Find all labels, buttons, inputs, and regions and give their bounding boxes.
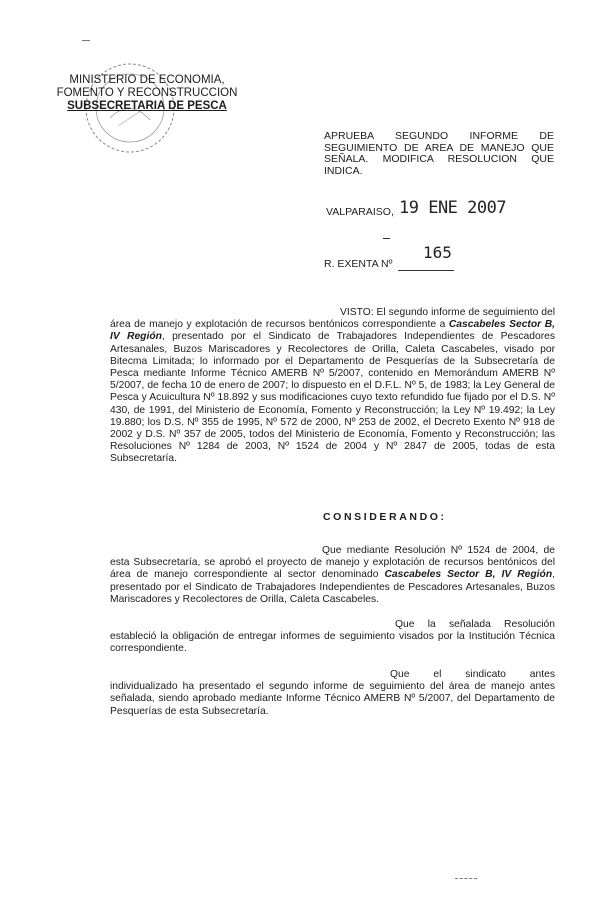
considerando-1-text: Que mediante Resolución Nº 1524 de 2004, de esta Subsecretaría, se aprobó el proyecto de manejo y explotación de recursos bentónicos del área de manejo correspondiente al sector denominado <box>110 545 555 581</box>
resolution-number: 165 <box>423 243 452 262</box>
date-stamp: 19 ENE 2007 <box>399 198 507 218</box>
scan-mark <box>455 878 477 879</box>
dash-mark <box>383 238 390 239</box>
visto-sector: Cascabeles Sector B, IV Región <box>110 319 555 343</box>
resolution-number-underline <box>398 270 454 271</box>
considerando-paragraph-1 <box>110 545 555 606</box>
considerando-paragraph-3: Que el sindicato antes individualizado ha presentado el segundo informe de seguimiento del área de manejo antes señalada, siendo aprobado mediante Informe Técnico AMERB Nº 5/2007, del Departamento de Pesquerías de esta Subsecretaría. <box>110 669 555 717</box>
resolution-label: R. EXENTA Nº <box>324 258 393 270</box>
considerando-1-sector: Cascabeles Sector B, IV Región <box>384 569 553 581</box>
visto-paragraph <box>110 307 555 466</box>
letterhead-ministry-2: FOMENTO Y RECONSTRUCCION <box>56 87 238 99</box>
considerando-heading: CONSIDERANDO: <box>323 511 447 523</box>
letterhead-ministry: MINISTERIO DE ECONOMIA, <box>69 74 225 86</box>
place-label: VALPARAISO, <box>326 206 394 218</box>
visto-text-2: , presentado por el Sindicato de Trabajadores Independientes de Pescadores Artesanales, Buzos Mariscadores y Recolectores de Orilla, Caleta Cascabeles, visado por Bitecma Limitada; lo informado por el Departamento de Pesquerías de la Subsecretaría de Pesca mediante Informe Técnico AMERB Nº 5/2007, contenido en Memorándum AMERB Nº 5/2007, de fecha 10 de enero de 2007; lo dispuesto en el D.F.L. Nº 5, de 1983; la Ley General de Pesca y Acuicultura Nº 18.892 y sus modificaciones cuyo texto refundido fue fijado por el D.S. Nº 430, de 1991, del Ministerio de Economía, Fomento y Reconstrucción; la Ley Nº 19.492; la Ley 19.880; los D.S. Nº 355 de 1995, Nº 572 de 2000, Nº 253 de 2002, el Decreto Exento Nº 918 de 2002 y D.S. Nº 357 de 2005, todos del Ministerio de Economía, Fomento y Reconstrucción; las Resoluciones Nº 1284 de 2003, Nº 1524 de 2004 y Nº 2847 de 2005, todas de esta Subsecretaría. <box>110 331 555 465</box>
scan-mark <box>82 40 90 41</box>
considerando-1-text-2: , presentado por el Sindicato de Trabajadores Independientes de Pescadores Artesanales, Buzos Mariscadores y Recolectores de Orilla, Caleta Cascabeles. <box>110 569 555 605</box>
considerando-paragraph-2: Que la señalada Resolución estableció la obligación de entregar informes de seguimiento visados por la Institución Técnica correspondiente. <box>110 619 555 655</box>
visto-text: VISTO: El segundo informe de seguimiento del área de manejo y explotación de recursos bentónicos correspondiente a <box>110 307 555 331</box>
letterhead <box>52 74 242 113</box>
resolution-summary: APRUEBA SEGUNDO INFORME DE SEGUIMIENTO DE AREA DE MANEJO QUE SEÑALA. MODIFICA RESOLUCION QUE INDICA. <box>324 130 554 177</box>
letterhead-subsecretaria: SUBSECRETARIA DE PESCA <box>67 100 227 112</box>
